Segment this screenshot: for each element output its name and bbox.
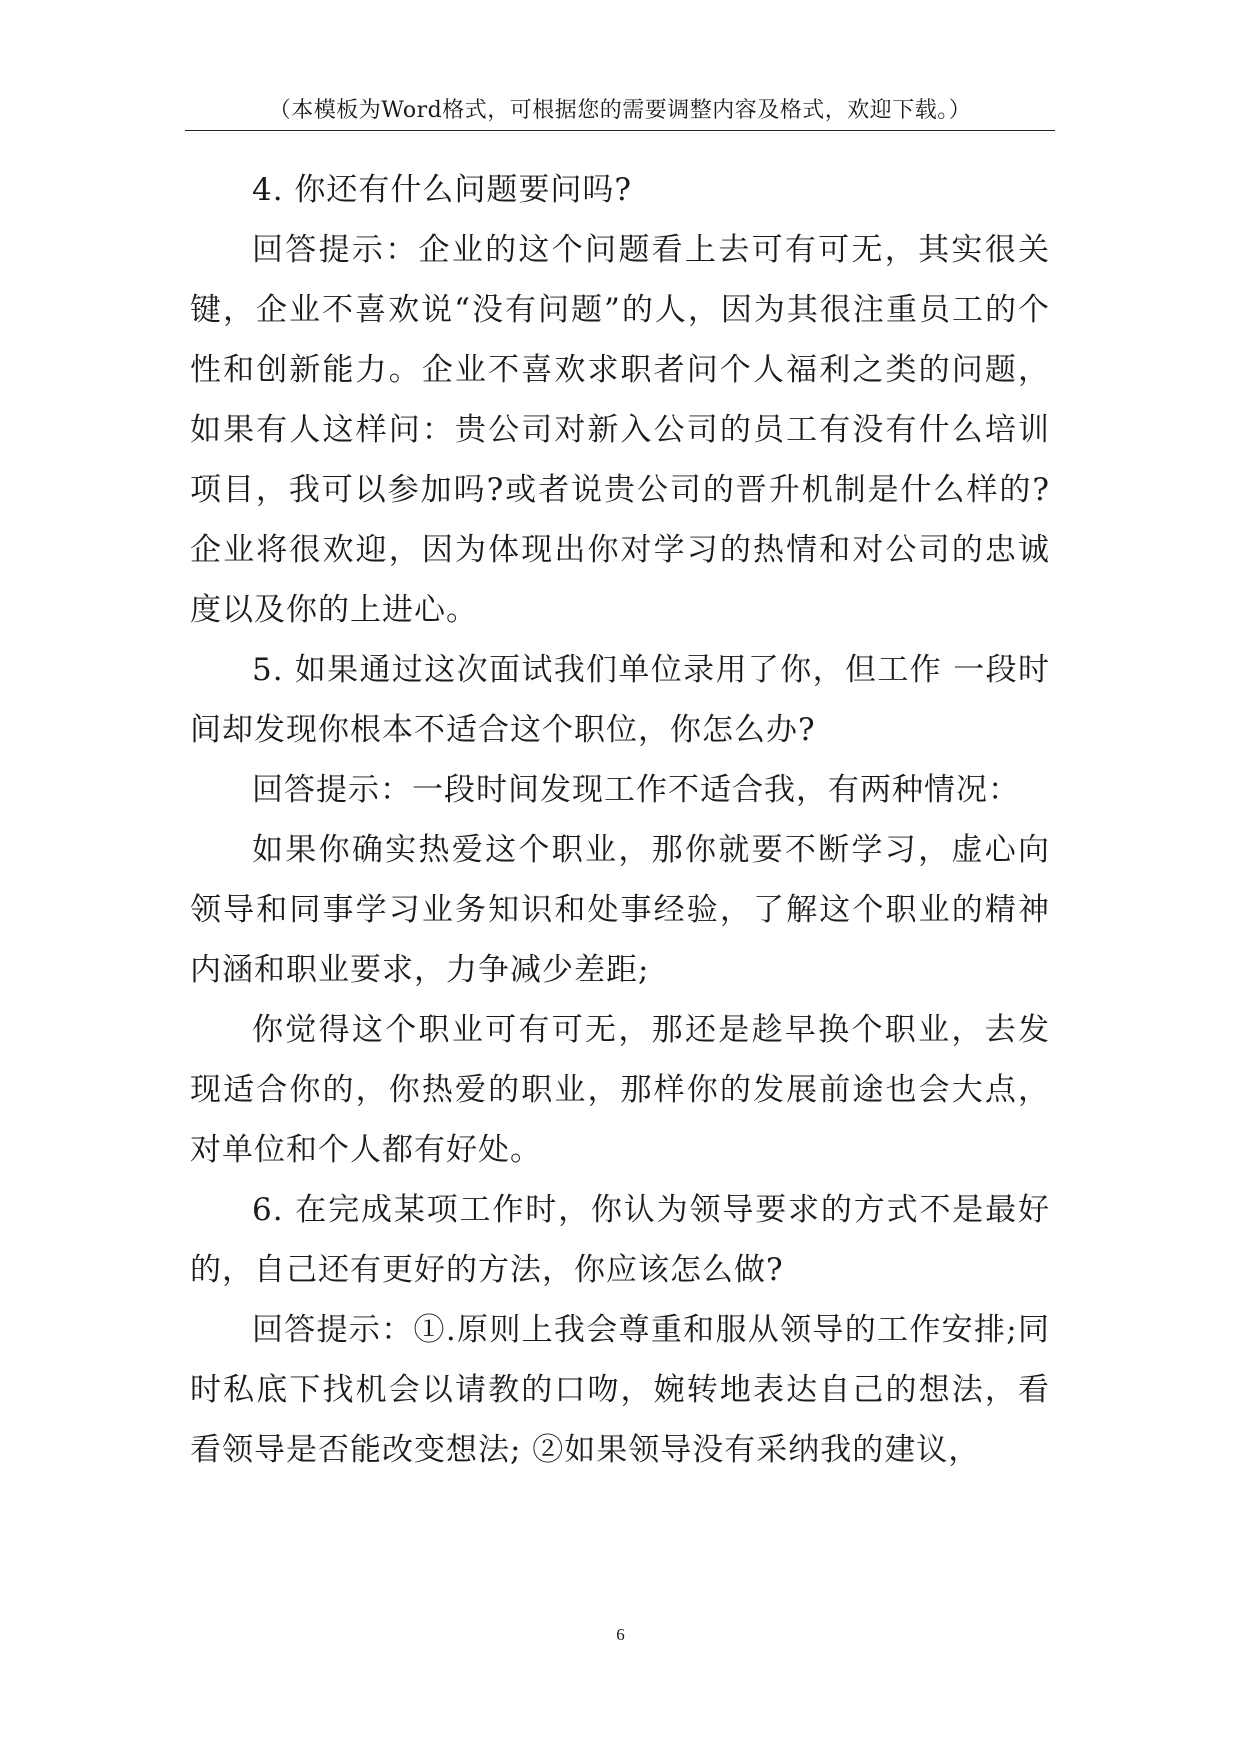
answer-4-hint: 回答提示：企业的这个问题看上去可有可无，其实很关键，企业不喜欢说“没有问题”的人，因为其很注重员工的个性和创新能力。企业不喜欢求职者问个人福利之类的问题，如果有人这样问：贵公司对新入公司的员工有没有什么培训项目，我可以参加吗?或者说贵公司的晋升机制是什么样的?企业将很欢迎，因为体现出你对学习的热情和对公司的忠诚度以及你的上进心。 (190, 232, 1050, 628)
answer-6-hint: 回答提示：①.原则上我会尊重和服从领导的工作安排;同时私底下找机会以请教的口吻，婉转地表达自己的想法，看看领导是否能改变想法; ②如果领导没有采纳我的建议， (190, 1312, 1050, 1468)
answer-5-hint: 回答提示：一段时间发现工作不适合我，有两种情况： (252, 772, 1020, 808)
answer-5-case-1: 如果你确实热爱这个职业，那你就要不断学习，虚心向领导和同事学习业务知识和处事经验，了解这个职业的精神内涵和职业要求，力争减少差距; (190, 832, 1050, 988)
document-header-note: （本模板为Word格式，可根据您的需要调整内容及格式，欢迎下载。） (268, 98, 972, 123)
question-4: 4. 你还有什么问题要问吗? (252, 172, 633, 208)
question-6: 6. 在完成某项工作时，你认为领导要求的方式不是最好的，自己还有更好的方法，你应该怎么做? (190, 1192, 1050, 1288)
header-divider (185, 130, 1055, 131)
page-number: 6 (616, 1625, 625, 1644)
question-5: 5. 如果通过这次面试我们单位录用了你，但工作 一段时间却发现你根本不适合这个职位，你怎么办? (190, 652, 1050, 748)
document-body (190, 160, 1050, 1480)
answer-5-case-2: 你觉得这个职业可有可无，那还是趁早换个职业，去发现适合你的，你热爱的职业，那样你的发展前途也会大点，对单位和个人都有好处。 (190, 1012, 1050, 1168)
